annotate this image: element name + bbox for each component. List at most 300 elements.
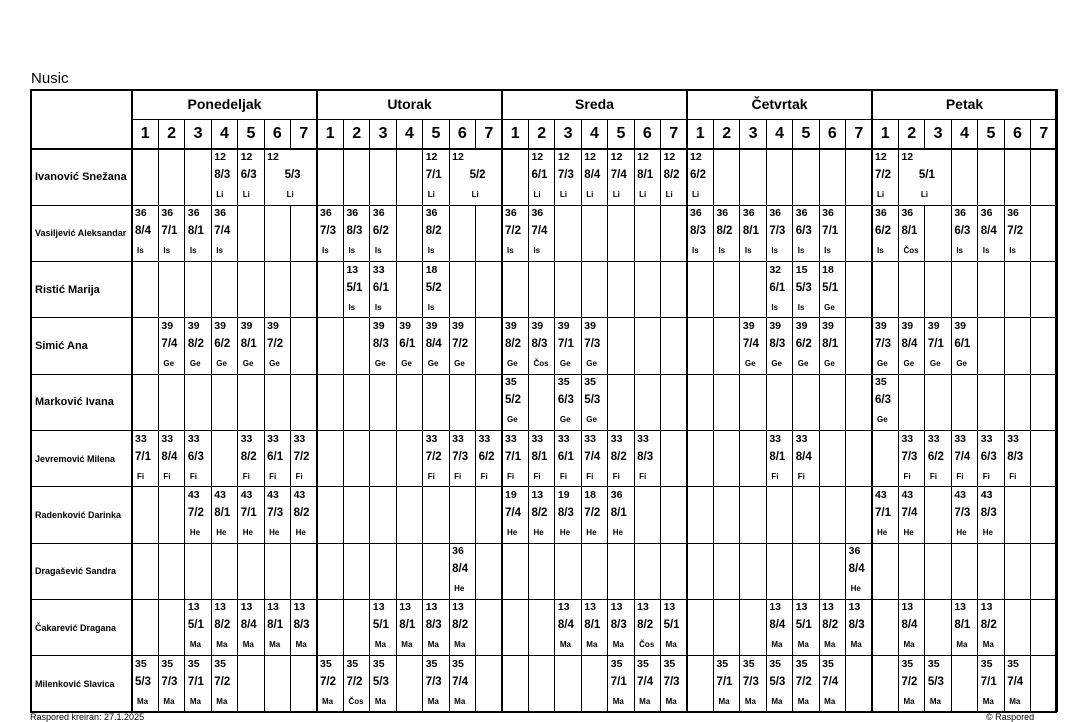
class-label: 7/4 <box>822 675 839 688</box>
grid-line <box>237 205 238 261</box>
grid-line <box>1030 431 1031 487</box>
grid-line <box>898 205 899 261</box>
period-header: 2 <box>167 125 177 142</box>
class-label: 7/3 <box>267 506 284 519</box>
lesson-cell <box>291 487 317 543</box>
classroom-number: 13 <box>769 601 781 614</box>
grid-line <box>713 205 714 261</box>
classroom-number: 33 <box>267 432 279 445</box>
class-label: 8/3 <box>690 225 707 238</box>
lesson-cell <box>925 656 951 712</box>
period-header: 3 <box>193 125 203 142</box>
class-label: 5/2 <box>505 394 522 407</box>
grid-line <box>898 599 899 655</box>
subject-code: Is <box>797 246 805 256</box>
grid-line <box>554 656 555 712</box>
class-label: 6/1 <box>399 337 416 350</box>
period-header: 7 <box>1039 125 1049 142</box>
grid-line <box>290 656 291 712</box>
subject-code: Ge <box>454 358 465 368</box>
grid-line <box>475 374 476 430</box>
grid-line <box>528 656 529 712</box>
class-label: 6/1 <box>267 450 284 463</box>
class-label: 8/3 <box>980 506 997 519</box>
period-header: 5 <box>801 125 811 142</box>
grid-line <box>739 262 740 318</box>
day-divider <box>316 89 318 712</box>
day-header: Petak <box>945 96 984 112</box>
grid-line <box>449 374 450 430</box>
teacher-name: Čakarević Dragana <box>35 622 117 633</box>
grid-line <box>396 318 397 374</box>
class-label: 8/4 <box>425 337 442 350</box>
subject-code: Li <box>286 190 294 199</box>
class-label: 7/4 <box>214 225 231 238</box>
grid-line <box>739 599 740 655</box>
classroom-number: 13 <box>346 263 359 276</box>
subject-code: Is <box>718 246 726 256</box>
class-label: 7/1 <box>610 675 627 688</box>
subject-code: Ma <box>322 696 334 706</box>
lesson-cell <box>291 431 317 487</box>
grid-line <box>396 205 397 261</box>
lesson-cell <box>211 318 237 374</box>
grid-line <box>977 599 978 655</box>
grid-line <box>977 262 978 318</box>
table-border <box>1055 89 1057 712</box>
class-label: 8/2 <box>716 225 733 238</box>
subject-code: Is <box>374 302 382 312</box>
grid-line <box>660 374 661 430</box>
grid-line <box>581 119 582 149</box>
grid-line <box>977 149 978 205</box>
grid-line <box>845 149 846 205</box>
classroom-number: 39 <box>399 319 411 332</box>
subject-code: Is <box>744 246 752 256</box>
subject-code: Li <box>877 190 885 199</box>
subject-code: Ma <box>744 696 756 706</box>
grid-line <box>369 119 370 149</box>
class-label: 7/3 <box>742 675 759 688</box>
period-header: 2 <box>907 125 917 142</box>
classroom-number: 39 <box>901 319 914 332</box>
subject-code: Li <box>920 190 928 199</box>
lesson-cell <box>423 205 449 261</box>
classroom-number: 33 <box>425 432 438 445</box>
classroom-number: 33 <box>478 432 491 445</box>
lesson-cell <box>687 205 713 261</box>
lesson-cell <box>238 318 264 374</box>
subject-code: Ma <box>216 696 228 706</box>
lesson-cell <box>608 149 634 205</box>
subject-code: Ge <box>903 358 915 368</box>
classroom-number: 13 <box>610 601 623 614</box>
subject-code: Ma <box>427 696 439 706</box>
grid-line <box>184 431 185 487</box>
subject-code: Čos <box>533 358 549 368</box>
class-label: 8/2 <box>980 619 997 632</box>
lesson-cell <box>819 262 845 318</box>
classroom-number: 12 <box>584 151 596 163</box>
grid-line <box>660 149 661 205</box>
period-header: 6 <box>1012 125 1022 142</box>
class-label: 8/3 <box>293 619 310 632</box>
grid-line <box>607 374 608 430</box>
grid-line <box>977 119 978 149</box>
classroom-number: 39 <box>452 319 464 332</box>
lesson-cell <box>898 205 924 261</box>
subject-code: Fi <box>269 471 277 481</box>
grid-line <box>449 149 450 205</box>
subject-code: Ge <box>269 358 280 368</box>
classroom-number: 13 <box>214 601 226 614</box>
teacher-name: Marković Ivana <box>35 396 114 409</box>
table-border <box>30 89 1057 91</box>
grid-line <box>1004 431 1005 487</box>
subject-code: He <box>612 527 623 537</box>
subject-code: He <box>242 527 253 537</box>
grid-line <box>660 431 661 487</box>
class-label: 8/4 <box>901 337 918 350</box>
classroom-number: 35 <box>346 657 359 670</box>
lesson-cell <box>291 599 317 655</box>
classroom-number: 13 <box>187 601 200 614</box>
day-divider <box>871 89 873 712</box>
grid-line <box>422 374 423 430</box>
grid-line <box>951 119 952 149</box>
lesson-cell <box>158 431 184 487</box>
lesson-cell <box>766 656 792 712</box>
subject-code: He <box>216 527 227 537</box>
grid-line <box>158 487 159 543</box>
subject-code: He <box>586 527 597 537</box>
grid-line <box>581 149 582 205</box>
subject-code: Is <box>137 246 144 256</box>
grid-line <box>977 205 978 261</box>
period-header: 7 <box>669 125 679 142</box>
classroom-number: 36 <box>742 207 755 220</box>
lesson-cell <box>343 262 369 318</box>
period-header: 6 <box>272 125 282 142</box>
subject-code: Ma <box>586 640 598 650</box>
classroom-number: 12 <box>214 151 226 163</box>
grid-line <box>554 543 555 599</box>
grid-line <box>924 318 925 374</box>
grid-line <box>713 543 714 599</box>
subject-code: Ma <box>824 696 836 706</box>
grid-line <box>845 431 846 487</box>
classroom-number: 36 <box>848 545 861 558</box>
class-label: 7/2 <box>293 450 310 463</box>
class-label: 5/2 <box>425 281 442 294</box>
period-header: 7 <box>484 125 494 142</box>
lesson-cell <box>634 149 660 205</box>
grid-line <box>158 656 159 712</box>
classroom-number: 12 <box>425 151 438 163</box>
class-label: 7/3 <box>161 675 178 688</box>
grid-line <box>158 205 159 261</box>
classroom-number: 39 <box>822 319 834 332</box>
grid-line <box>449 599 450 655</box>
grid-line <box>792 262 793 318</box>
grid-line <box>977 431 978 487</box>
grid-line <box>449 205 450 261</box>
class-label: 5/3 <box>372 675 389 688</box>
classroom-number: 33 <box>187 432 200 445</box>
lesson-cell <box>581 487 607 543</box>
subject-code: Fi <box>189 471 197 481</box>
class-label: 8/3 <box>372 337 389 350</box>
grid-line <box>211 487 212 543</box>
classroom-number: 39 <box>214 319 226 332</box>
subject-code: Ge <box>163 358 175 368</box>
classroom-number: 36 <box>795 207 808 220</box>
grid-line <box>581 656 582 712</box>
period-header: 5 <box>986 125 996 142</box>
lesson-cell <box>581 431 607 487</box>
grid-line <box>977 656 978 712</box>
grid-line <box>237 149 238 205</box>
grid-line <box>713 119 714 149</box>
grid-line <box>581 374 582 430</box>
grid-line <box>264 374 265 430</box>
classroom-number: 35 <box>637 657 649 670</box>
grid-line <box>369 318 370 374</box>
lesson-cell <box>819 656 845 712</box>
subject-code: Li <box>533 190 541 199</box>
class-label: 8/2 <box>187 337 204 350</box>
subject-code: Is <box>771 302 778 312</box>
grid-line <box>396 543 397 599</box>
class-label: 7/1 <box>875 506 892 519</box>
lesson-cell <box>343 205 369 261</box>
period-header: 6 <box>827 125 837 142</box>
classroom-number: 33 <box>372 263 385 276</box>
lesson-cell <box>608 431 634 487</box>
period-header: 1 <box>325 125 335 142</box>
grid-line <box>924 487 925 543</box>
class-label: 8/4 <box>557 619 574 632</box>
grid-line <box>581 205 582 261</box>
classroom-number: 39 <box>187 319 200 332</box>
subject-code: He <box>877 527 888 537</box>
period-header: 6 <box>457 125 467 142</box>
classroom-number: 35 <box>980 657 993 670</box>
class-label: 8/1 <box>742 225 759 238</box>
classroom-number: 39 <box>505 319 517 332</box>
period-header: 4 <box>405 125 414 142</box>
classroom-number: 12 <box>557 151 570 163</box>
classroom-number: 32 <box>769 263 781 276</box>
subject-code: Is <box>824 246 831 256</box>
subject-code: Fi <box>982 471 990 481</box>
classroom-number: 12 <box>267 151 279 163</box>
lesson-cell <box>185 599 211 655</box>
grid-line <box>475 205 476 261</box>
classroom-number: 39 <box>742 319 755 332</box>
class-label: 7/1 <box>135 450 151 463</box>
class-label: 7/3 <box>663 675 680 688</box>
subject-code: Is <box>189 246 197 256</box>
grid-line <box>792 487 793 543</box>
class-label: 5/3 <box>135 675 151 688</box>
grid-line <box>898 543 899 599</box>
footer-created: Raspored kreiran: 27.1.2025 <box>30 712 145 722</box>
class-label: 8/2 <box>610 450 627 463</box>
grid-line <box>951 431 952 487</box>
subject-code: Is <box>533 246 541 256</box>
subject-code: Ma <box>771 696 783 706</box>
class-label: 8/2 <box>425 225 442 238</box>
lesson-cell <box>423 656 449 712</box>
grid-line <box>290 431 291 487</box>
classroom-number: 43 <box>240 488 253 501</box>
grid-line <box>660 487 661 543</box>
class-label: 8/3 <box>610 619 627 632</box>
class-label: 6/1 <box>372 281 389 294</box>
subject-code: Fi <box>559 471 567 481</box>
grid-line <box>211 374 212 430</box>
lesson-cell <box>978 205 1004 261</box>
grid-line <box>1004 599 1005 655</box>
grid-line <box>951 543 952 599</box>
classroom-number: 13 <box>531 488 544 501</box>
class-label: 6/2 <box>372 225 389 238</box>
row-divider <box>30 655 1057 656</box>
classroom-number: 35 <box>320 657 332 670</box>
grid-line <box>475 487 476 543</box>
lesson-cell <box>898 656 924 712</box>
grid-line <box>898 487 899 543</box>
grid-line <box>634 119 635 149</box>
lesson-cell <box>634 656 660 712</box>
teacher-name: Ivanović Snežana <box>35 171 127 184</box>
classroom-number: 13 <box>822 601 834 614</box>
subject-code: Ge <box>242 358 254 368</box>
grid-line <box>977 543 978 599</box>
classroom-number: 13 <box>372 601 385 614</box>
grid-line <box>184 487 185 543</box>
grid-line <box>766 318 767 374</box>
class-label: 6/3 <box>557 394 574 407</box>
grid-line <box>554 487 555 543</box>
period-header: 5 <box>246 125 256 142</box>
subject-code: Is <box>374 246 382 256</box>
grid-line <box>713 374 714 430</box>
class-label: 8/3 <box>1007 450 1024 463</box>
classroom-number: 13 <box>584 601 596 614</box>
classroom-number: 18 <box>584 488 596 501</box>
subject-code: Fi <box>929 471 937 481</box>
lesson-cell <box>132 205 158 261</box>
grid-line <box>634 656 635 712</box>
lesson-cell <box>819 205 845 261</box>
subject-code: He <box>982 527 993 537</box>
grid-line <box>713 318 714 374</box>
classroom-number: 33 <box>795 432 808 445</box>
class-label: 7/3 <box>557 169 574 181</box>
subject-code: Fi <box>137 471 145 481</box>
lesson-cell <box>872 374 898 430</box>
grid-line <box>528 431 529 487</box>
lesson-cell <box>185 205 211 261</box>
grid-line <box>819 487 820 543</box>
subject-code: Li <box>559 190 567 199</box>
subject-code: Ma <box>665 696 677 706</box>
classroom-number: 36 <box>214 207 226 220</box>
subject-code: Is <box>692 246 699 256</box>
grid-line <box>977 374 978 430</box>
subject-code: Fi <box>903 471 911 481</box>
period-header: 2 <box>352 125 362 142</box>
classroom-number: 33 <box>954 432 967 445</box>
classroom-number: 33 <box>980 432 993 445</box>
lesson-cell <box>370 205 396 261</box>
class-label: 8/3 <box>425 619 442 632</box>
lesson-cell <box>978 656 1004 712</box>
class-label: 6/2 <box>478 450 495 463</box>
subject-code: Ma <box>269 640 281 650</box>
class-label: 8/1 <box>584 619 601 632</box>
subject-code: Fi <box>427 471 435 481</box>
subject-code: Is <box>956 246 963 256</box>
class-label: 8/2 <box>822 619 839 632</box>
grid-line <box>951 599 952 655</box>
class-label: 7/4 <box>901 506 918 519</box>
subject-code: Fi <box>797 471 805 481</box>
subject-code: He <box>559 527 571 537</box>
grid-line <box>237 119 238 149</box>
grid-line <box>343 543 344 599</box>
classroom-number: 33 <box>240 432 253 445</box>
subject-code: Fi <box>454 471 462 481</box>
grid-line <box>528 262 529 318</box>
lesson-cell <box>898 431 924 487</box>
classroom-number: 36 <box>346 207 359 220</box>
classroom-number: 43 <box>214 488 226 501</box>
grid-line <box>819 543 820 599</box>
class-label: 7/3 <box>584 337 601 350</box>
grid-line <box>819 599 820 655</box>
subject-code: Ma <box>612 640 624 650</box>
subject-code: Čos <box>639 640 655 650</box>
classroom-number: 35 <box>1007 657 1019 670</box>
lesson-cell <box>766 599 792 655</box>
grid-line <box>898 374 899 430</box>
subject-code: Ge <box>744 358 756 368</box>
grid-line <box>607 543 608 599</box>
classroom-number: 12 <box>901 151 914 163</box>
grid-line <box>211 205 212 261</box>
classroom-number: 33 <box>505 432 517 445</box>
class-label: 7/1 <box>240 506 257 519</box>
grid-line <box>343 149 344 205</box>
lesson-cell <box>898 318 924 374</box>
classroom-number: 13 <box>901 601 914 614</box>
lesson-cell <box>185 487 211 543</box>
teacher-name: Jevremović Milena <box>35 453 116 464</box>
class-label: 5/1 <box>795 619 812 632</box>
grid-line <box>290 487 291 543</box>
grid-line <box>1004 205 1005 261</box>
teacher-name: Vasiljević Aleksandar <box>35 228 127 239</box>
grid-line <box>660 599 661 655</box>
class-label: 6/1 <box>769 281 786 294</box>
classroom-number: 33 <box>452 432 464 445</box>
class-label: 6/2 <box>927 450 944 463</box>
lesson-cell <box>872 487 898 543</box>
classroom-number: 35 <box>663 657 676 670</box>
